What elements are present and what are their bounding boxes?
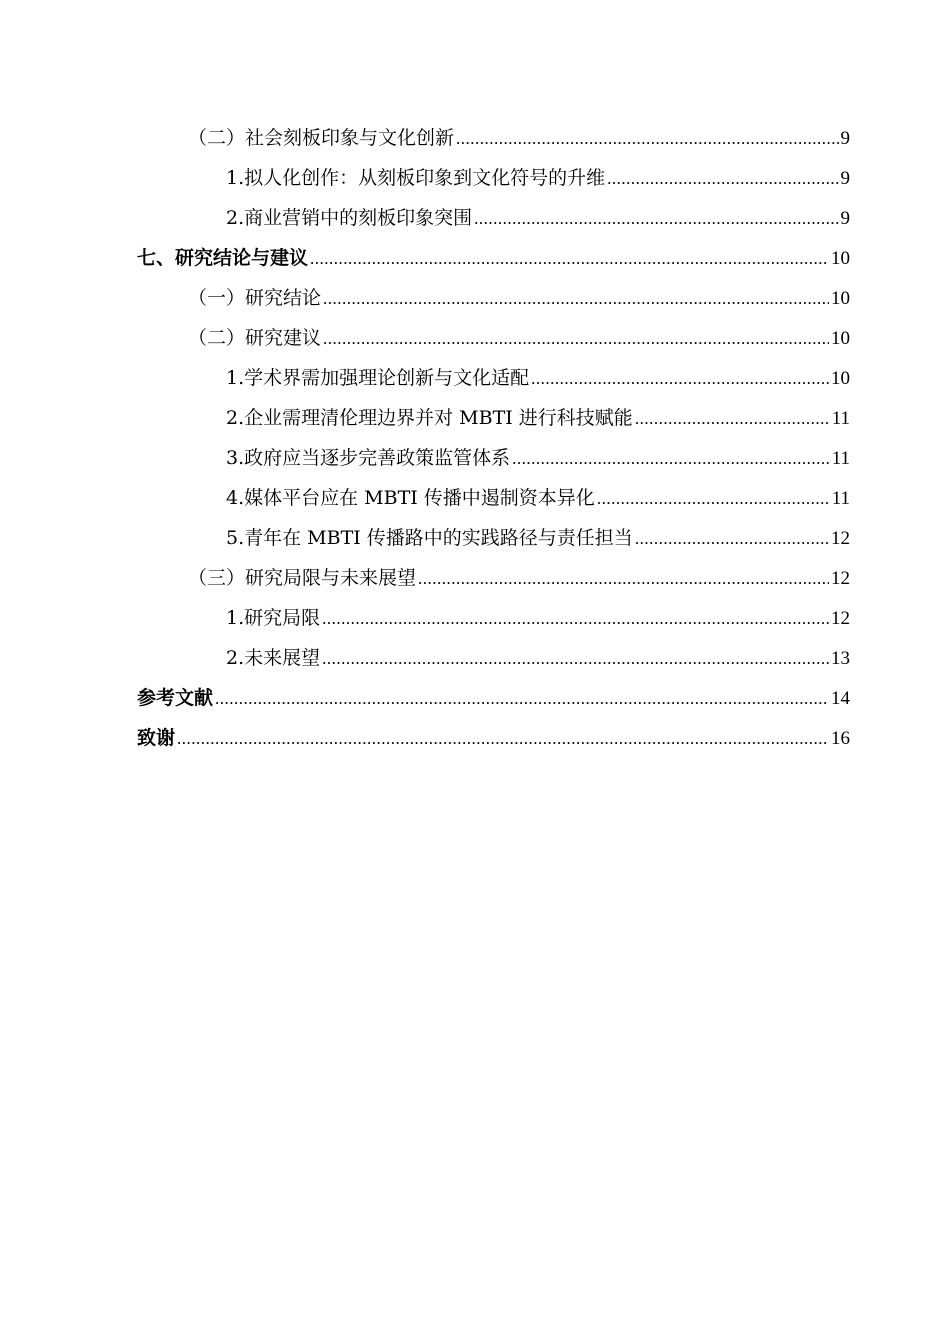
toc-entry-title: 3.政府应当逐步完善政策监管体系	[226, 447, 511, 469]
toc-page-number: 12	[831, 528, 850, 549]
toc-entry[interactable]	[0, 598, 950, 638]
toc-entry[interactable]	[0, 438, 950, 478]
toc-dot-leader	[177, 719, 829, 759]
toc-entry[interactable]	[0, 638, 950, 678]
toc-dot-leader	[310, 239, 829, 279]
toc-entry[interactable]	[0, 278, 950, 318]
toc-page-number: 11	[831, 408, 850, 429]
toc-page-number: 12	[831, 608, 850, 629]
toc-dot-leader	[635, 519, 829, 559]
toc-page-number: 9	[840, 128, 850, 149]
toc-page-number: 10	[831, 368, 850, 389]
toc-entry-title: 2.企业需理清伦理边界并对 MBTI 进行科技赋能	[226, 407, 633, 429]
toc-entry[interactable]	[0, 318, 950, 358]
toc-dot-leader	[474, 199, 838, 239]
toc-chapter-entry[interactable]	[0, 678, 950, 718]
toc-dot-leader	[323, 319, 829, 359]
toc-page-number: 10	[831, 288, 850, 309]
toc-entry-title: （二）社会刻板印象与文化创新	[188, 127, 455, 149]
toc-dot-leader	[215, 679, 829, 719]
toc-entry[interactable]	[0, 158, 950, 198]
toc-entry[interactable]	[0, 558, 950, 598]
toc-dot-leader	[418, 559, 829, 599]
toc-page-number: 13	[831, 648, 850, 669]
toc-dot-leader	[607, 159, 838, 199]
toc-dot-leader	[531, 359, 829, 399]
toc-entry-title: 七、研究结论与建议	[137, 247, 309, 269]
toc-dot-leader	[635, 399, 830, 439]
toc-dot-leader	[322, 599, 829, 639]
toc-entry-title: 1.研究局限	[226, 607, 321, 629]
toc-page-number: 10	[831, 328, 850, 349]
toc-entry-title: 1.学术界需加强理论创新与文化适配	[226, 367, 530, 389]
toc-entry-title: 2.商业营销中的刻板印象突围	[226, 207, 473, 229]
toc-page-number: 10	[831, 248, 850, 269]
toc-page-number: 11	[831, 488, 850, 509]
toc-page-number: 9	[840, 208, 850, 229]
toc-chapter-entry[interactable]	[0, 238, 950, 278]
toc-entry[interactable]	[0, 118, 950, 158]
toc-dot-leader	[322, 639, 829, 679]
toc-dot-leader	[512, 439, 830, 479]
toc-entry-title: 参考文献	[137, 687, 214, 709]
toc-page-number: 12	[831, 568, 850, 589]
toc-page-number: 16	[831, 728, 850, 749]
toc-entry[interactable]	[0, 198, 950, 238]
toc-entry[interactable]	[0, 478, 950, 518]
toc-entry-title: （一）研究结论	[188, 287, 322, 309]
toc-entry-title: （三）研究局限与未来展望	[188, 567, 417, 589]
toc-entry-title: 致谢	[137, 727, 176, 749]
toc-dot-leader	[597, 479, 830, 519]
toc-entry-title: 5.青年在 MBTI 传播路中的实践路径与责任担当	[226, 527, 633, 549]
toc-entry[interactable]	[0, 358, 950, 398]
toc-entry-title: 2.未来展望	[226, 647, 321, 669]
toc-page-number: 11	[831, 448, 850, 469]
toc-dot-leader	[323, 279, 829, 319]
toc-entry[interactable]	[0, 518, 950, 558]
toc-entry-title: （二）研究建议	[188, 327, 322, 349]
toc-dot-leader	[456, 119, 838, 159]
toc-entry-title: 1.拟人化创作：从刻板印象到文化符号的升维	[226, 167, 606, 189]
toc-entry[interactable]	[0, 398, 950, 438]
toc-page-number: 9	[840, 168, 850, 189]
toc-chapter-entry[interactable]	[0, 718, 950, 758]
toc-entry-title: 4.媒体平台应在 MBTI 传播中遏制资本异化	[226, 487, 595, 509]
table-of-contents	[0, 118, 950, 758]
toc-page-number: 14	[831, 688, 850, 709]
